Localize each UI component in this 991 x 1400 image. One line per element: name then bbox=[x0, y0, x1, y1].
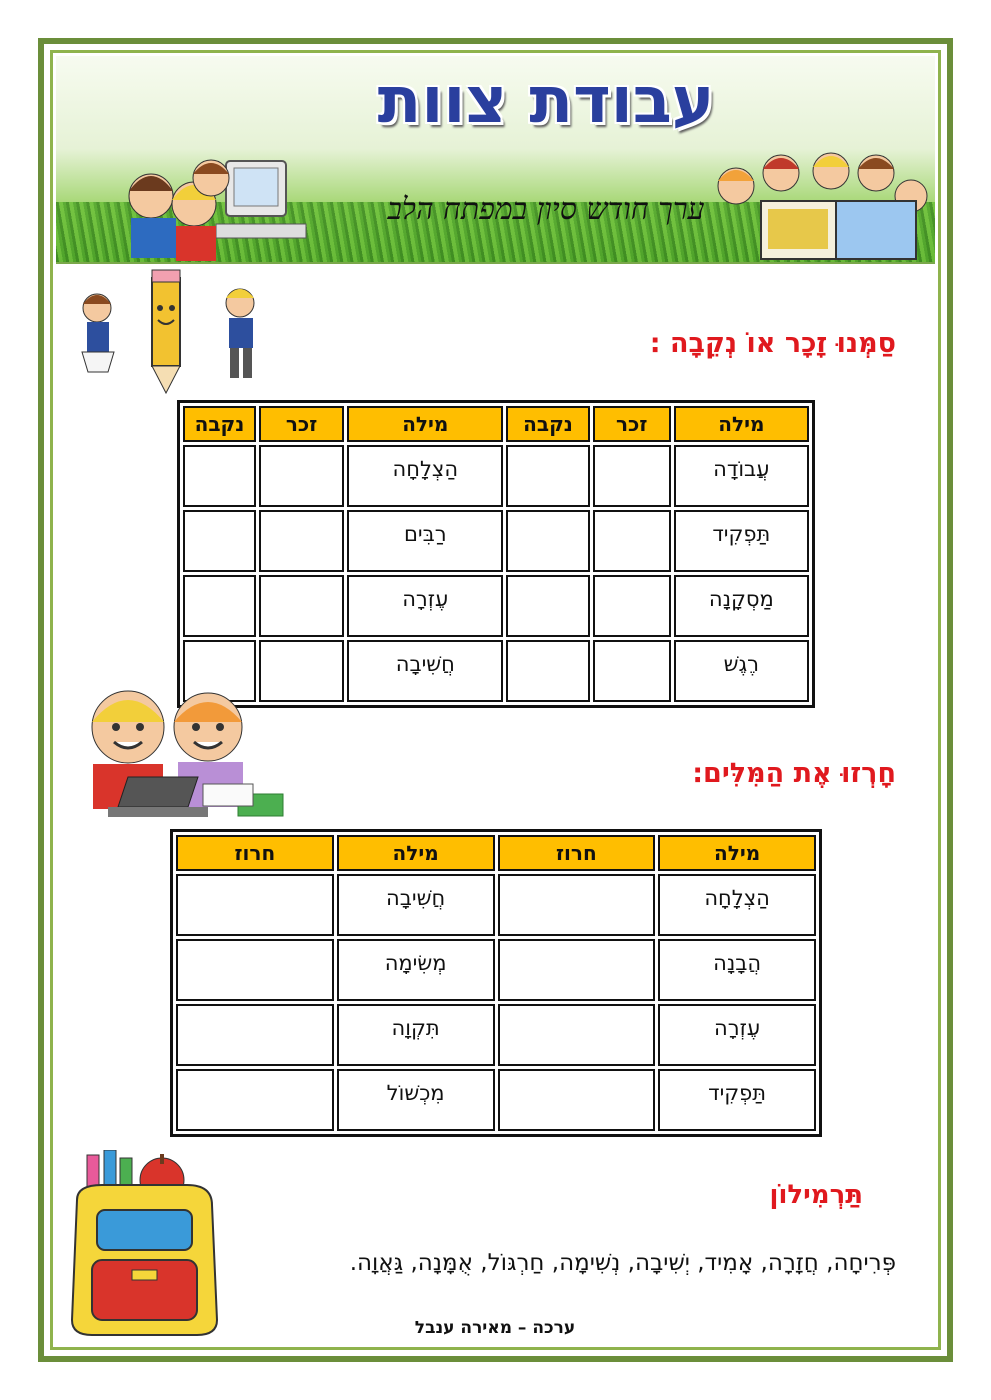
table-row bbox=[176, 939, 816, 1001]
rhyme-answer-cell[interactable] bbox=[176, 874, 334, 936]
rhyme-answer-cell[interactable] bbox=[176, 1069, 334, 1131]
word-cell: עֶזְרָה bbox=[658, 1004, 816, 1066]
table-row bbox=[183, 510, 809, 572]
answer-cell-female[interactable] bbox=[183, 510, 256, 572]
header-banner bbox=[56, 56, 935, 264]
section1-title: סַמְּנוּ זָכָר אוֹ נְקֵבָה : bbox=[649, 328, 896, 359]
gender-table bbox=[177, 400, 815, 708]
answer-cell-male[interactable] bbox=[593, 510, 671, 572]
backpack-illustration bbox=[62, 1150, 227, 1340]
kids-computer-illustration bbox=[116, 156, 316, 261]
table-header-row bbox=[176, 835, 816, 871]
column-header: חרוז bbox=[498, 835, 656, 871]
word-cell: מַסְקָנָה bbox=[674, 575, 809, 637]
author-credit: ערכה – מאירה ענבל bbox=[414, 1318, 576, 1338]
word-cell: הַצְלָחָה bbox=[347, 445, 503, 507]
rhyme-answer-cell[interactable] bbox=[176, 939, 334, 1001]
table-row bbox=[183, 445, 809, 507]
rhyme-answer-cell[interactable] bbox=[498, 874, 656, 936]
word-cell: עֲבוֹדָה bbox=[674, 445, 809, 507]
column-header: מילה bbox=[337, 835, 495, 871]
section2-title: חָרְזוּ אֶת הַמִּלִּים: bbox=[692, 758, 896, 789]
table-header-row bbox=[183, 406, 809, 442]
rhyme-answer-cell[interactable] bbox=[176, 1004, 334, 1066]
answer-cell-female[interactable] bbox=[183, 445, 256, 507]
answer-cell-female[interactable] bbox=[506, 445, 589, 507]
word-cell: הֲבָנָה bbox=[658, 939, 816, 1001]
column-header: מילה bbox=[674, 406, 809, 442]
table-row bbox=[176, 1004, 816, 1066]
rhyme-answer-cell[interactable] bbox=[498, 939, 656, 1001]
answer-cell-male[interactable] bbox=[593, 575, 671, 637]
word-cell: תִּקְוָה bbox=[337, 1004, 495, 1066]
glossary-words: פְּרִיחָה, חֲזָרָה, אָמִיד, יְשִׁיבָה, נְשִׁימָה, חַרְגּוֹל, אֻמָּנָה, גַּאֲוָה. bbox=[349, 1250, 896, 1276]
banner-subtitle: ערך חודש סיון במפתח הלב bbox=[387, 192, 705, 227]
word-cell: רַבִּים bbox=[347, 510, 503, 572]
column-header: זכר bbox=[259, 406, 344, 442]
table-row bbox=[176, 1069, 816, 1131]
rhyme-table bbox=[170, 829, 822, 1137]
column-header: נקבה bbox=[506, 406, 589, 442]
answer-cell-female[interactable] bbox=[506, 510, 589, 572]
glossary-title: תַּרְמִילוֹן bbox=[769, 1180, 863, 1210]
table-row bbox=[183, 575, 809, 637]
answer-cell-male[interactable] bbox=[259, 510, 344, 572]
column-header: מילה bbox=[347, 406, 503, 442]
word-cell: חֲשִׁיבָה bbox=[347, 640, 503, 702]
word-cell: רֶגֶשׁ bbox=[674, 640, 809, 702]
word-cell: חֲשִׁיבָה bbox=[337, 874, 495, 936]
column-header: נקבה bbox=[183, 406, 256, 442]
answer-cell-male[interactable] bbox=[259, 445, 344, 507]
answer-cell-male[interactable] bbox=[593, 640, 671, 702]
column-header: חרוז bbox=[176, 835, 334, 871]
table-row bbox=[176, 874, 816, 936]
answer-cell-female[interactable] bbox=[506, 575, 589, 637]
rhyme-answer-cell[interactable] bbox=[498, 1004, 656, 1066]
pencil-kids-illustration bbox=[72, 268, 267, 398]
rhyme-answer-cell[interactable] bbox=[498, 1069, 656, 1131]
word-cell: מִכְשׁוֹל bbox=[337, 1069, 495, 1131]
word-cell: הַצְלָחָה bbox=[658, 874, 816, 936]
word-cell: תַּפְקִיד bbox=[674, 510, 809, 572]
answer-cell-female[interactable] bbox=[506, 640, 589, 702]
banner-title: עבודת צוות bbox=[377, 64, 715, 138]
word-cell: תַּפְקִיד bbox=[658, 1069, 816, 1131]
word-cell: עֶזְרָה bbox=[347, 575, 503, 637]
answer-cell-male[interactable] bbox=[259, 575, 344, 637]
kids-laptop-illustration bbox=[78, 682, 293, 832]
answer-cell-female[interactable] bbox=[183, 575, 256, 637]
answer-cell-male[interactable] bbox=[593, 445, 671, 507]
column-header: זכר bbox=[593, 406, 671, 442]
column-header: מילה bbox=[658, 835, 816, 871]
word-cell: מְשִׂימָה bbox=[337, 939, 495, 1001]
